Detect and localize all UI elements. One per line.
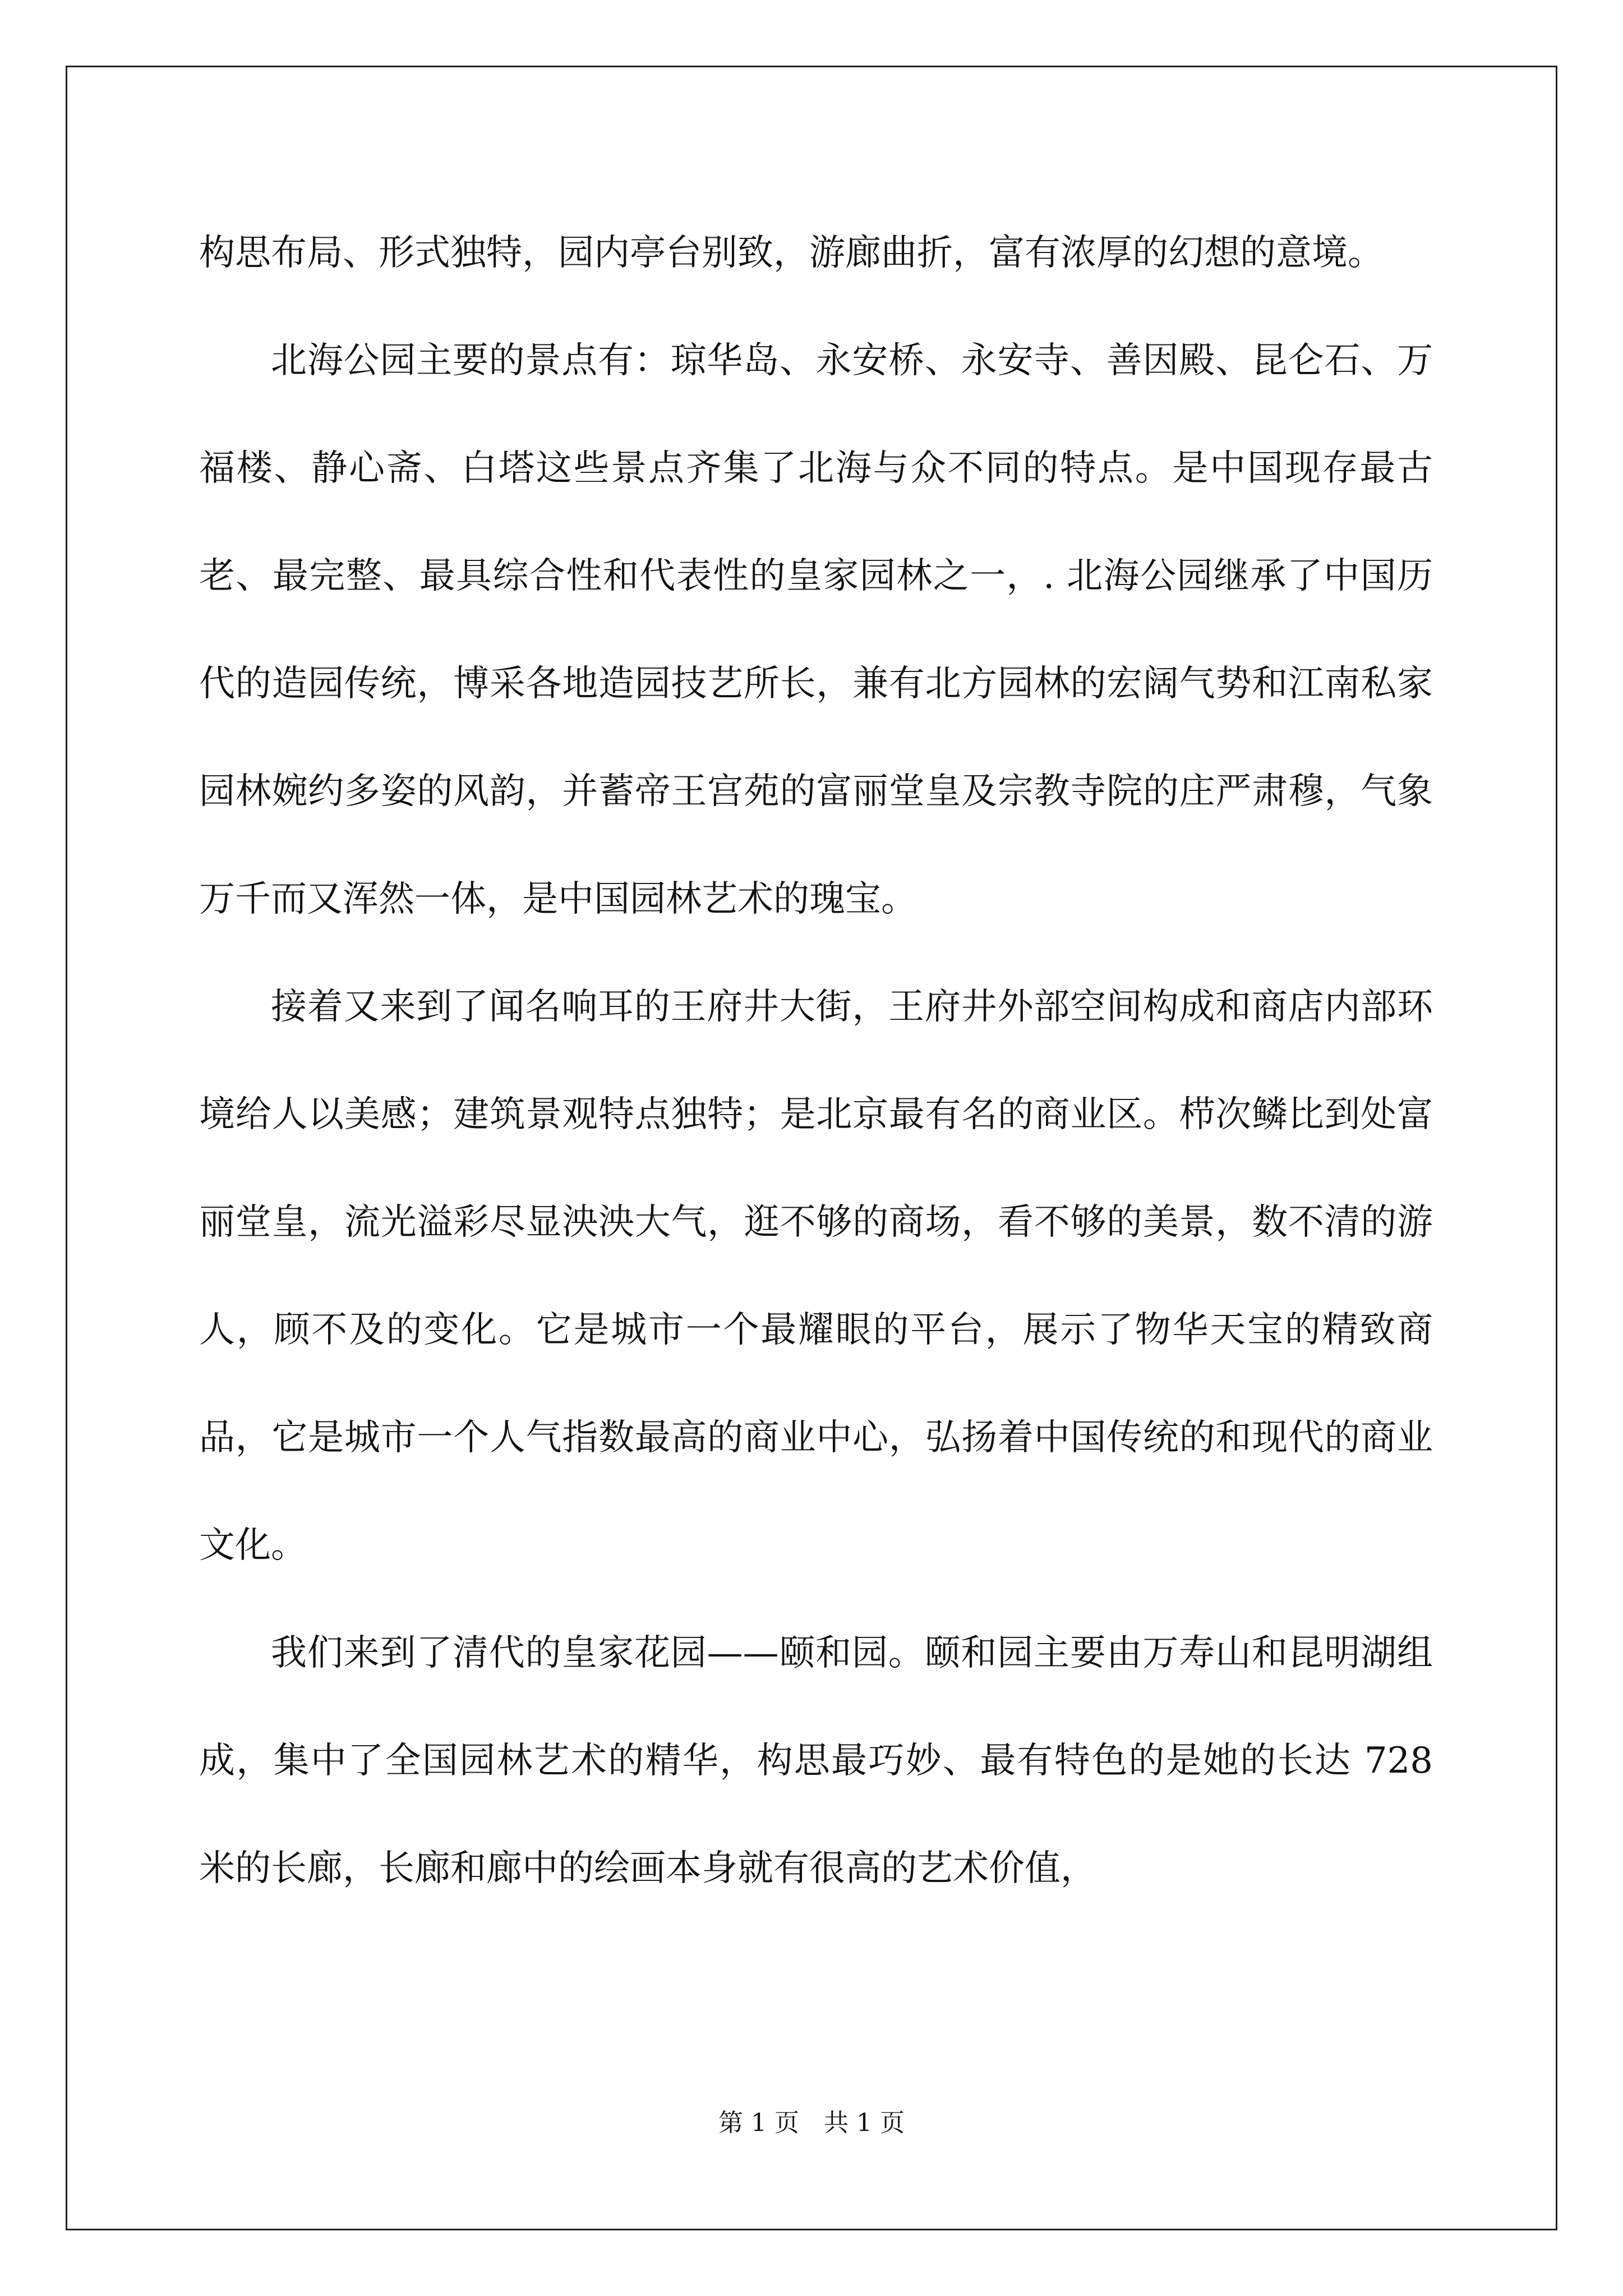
document-body <box>199 199 1433 1922</box>
page-number-footer: 第 1 页 共 1 页 <box>718 2109 905 2137</box>
paragraph-1: 构思布局、形式独特，园内亭台别致，游廊曲折，富有浓厚的幻想的意境。 <box>199 232 1384 274</box>
paragraph-2: 北海公园主要的景点有：琼华岛、永安桥、永安寺、善因殿、昆仑石、万福楼、静心斋、白塔这些景点齐集了北海与众不同的特点。是中国现存最古老、最完整、最具综合性和代表性的皇家园林之一，. 北海公园继承了中国历代的造园传统，博采各地造园技艺所长，兼有北方园林的宏阔气势和江南私家园林婉约多姿的风韵，并蓄帝王宫苑的富丽堂皇及宗教寺院的庄严肃穆，气象万千而又浑然一体，是中国园林艺术的瑰宝。 <box>199 340 1433 920</box>
paragraph-3: 接着又来到了闻名响耳的王府井大街，王府井外部空间构成和商店内部环境给人以美感；建筑景观特点独特；是北京最有名的商业区。栉次鳞比到处富丽堂皇，流光溢彩尽显泱泱大气，逛不够的商场，看不够的美景，数不清的游人，顾不及的变化。它是城市一个最耀眼的平台，展示了物华天宝的精致商品，它是城市一个人气指数最高的商业中心，弘扬着中国传统的和现代的商业文化。 <box>199 986 1433 1566</box>
paragraph-4: 我们来到了清代的皇家花园——颐和园。颐和园主要由万寿山和昆明湖组成，集中了全国园林艺术的精华，构思最巧妙、最有特色的是她的长达 728 米的长廊，长廊和廊中的绘画本身就有很高的艺术价值， <box>199 1632 1433 1889</box>
